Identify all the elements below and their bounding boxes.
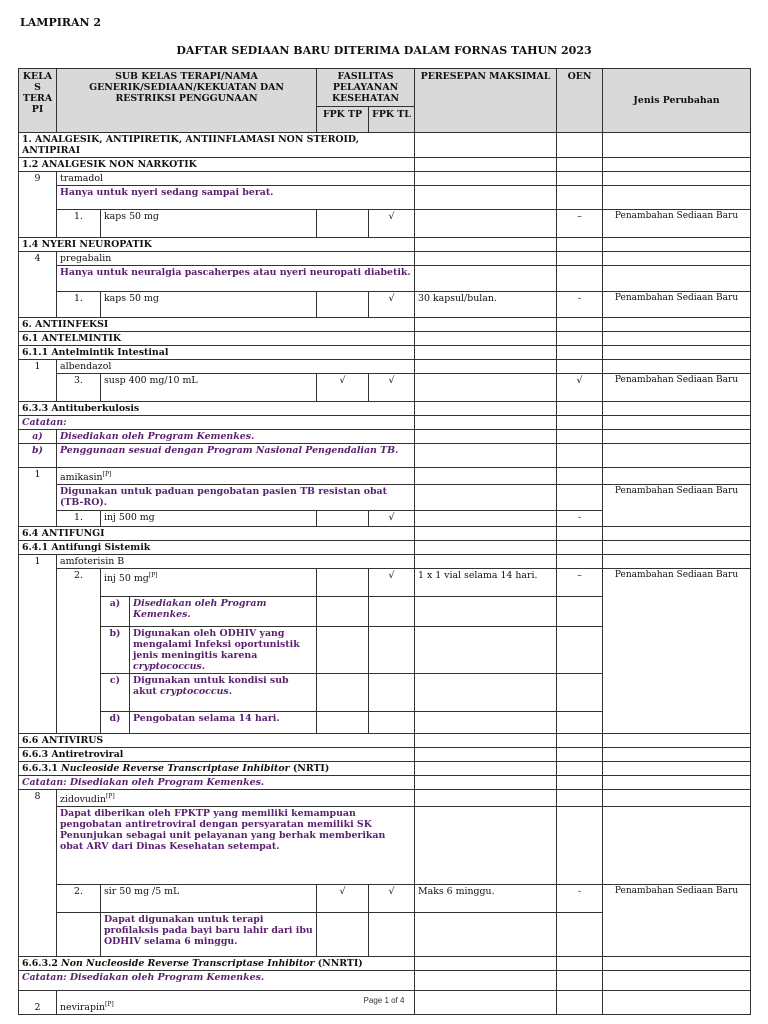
- sediaan-text: [101, 569, 317, 597]
- drug-name: tramadol: [57, 172, 415, 186]
- page-number: Page 1 of 4: [363, 996, 405, 1005]
- prescription-sup: [P]: [102, 471, 112, 478]
- note-text: Disediakan oleh Program Kemenkes.: [57, 430, 415, 444]
- note-text: Disediakan oleh Program Kemenkes.: [130, 597, 317, 627]
- lampiran-label: LAMPIRAN 2: [20, 16, 102, 29]
- section-nrti: 6.6.3.1 Nucleoside Reverse Transcriptase Inhibitor (NRTI): [19, 762, 415, 776]
- sediaan-text: kaps 50 mg: [101, 292, 317, 318]
- oen-mark: -: [557, 511, 603, 527]
- fpktl-check: √: [369, 210, 415, 238]
- note-letter: a): [101, 597, 130, 627]
- catatan-label: Catatan:: [19, 416, 415, 430]
- drug-name: [57, 468, 415, 485]
- kelas-number: 1: [19, 360, 57, 402]
- header-peresepan: PERESEPAN MAKSIMAL: [415, 69, 557, 133]
- drug-name-text: zidovudin: [60, 794, 106, 806]
- oen-check: √: [557, 374, 603, 402]
- section-antituberkulosis: 6.3.3 Antituberkulosis: [19, 402, 415, 416]
- section-antelmintik-intestinal: 6.1.1 Antelmintik Intestinal: [19, 346, 415, 360]
- note-letter: b): [101, 627, 130, 674]
- kelas-number: 1: [19, 468, 57, 527]
- note-text: Penggunaan sesuai dengan Program Nasional Pengendalian TB.: [57, 444, 415, 468]
- header-subkelas: SUB KELAS TERAPI/NAMA GENERIK/SEDIAAN/KEKUATAN DAN RESTRIKSI PENGGUNAAN: [57, 69, 317, 133]
- fpktl-check: √: [369, 569, 415, 597]
- fpktl-check: √: [369, 511, 415, 527]
- oen-mark: –: [557, 210, 603, 238]
- header-fasilitas: FASILITAS PELAYANAN KESEHATAN: [317, 69, 415, 107]
- section-nyeri-neuropatik: 1.4 NYERI NEUROPATIK: [19, 238, 415, 252]
- section-analgesik-non-narkotik: 1.2 ANALGESIK NON NARKOTIK: [19, 158, 415, 172]
- section-antelmintik: 6.1 ANTELMINTIK: [19, 332, 415, 346]
- jenis-perubahan: Penambahan Sediaan Baru: [603, 210, 751, 238]
- oen-mark: -: [557, 885, 603, 913]
- jenis-perubahan: Penambahan Sediaan Baru: [603, 485, 751, 527]
- note-letter: c): [101, 674, 130, 712]
- jenis-perubahan: Penambahan Sediaan Baru: [603, 885, 751, 957]
- peresepan-maksimal: 1 x 1 vial selama 14 hari.: [415, 569, 557, 597]
- note-letter: d): [101, 712, 130, 734]
- kelas-number: 1: [19, 555, 57, 734]
- section-antifungi: 6.4 ANTIFUNGI: [19, 527, 415, 541]
- restriction-text: Hanya untuk neuralgia pascaherpes atau nyeri neuropati diabetik.: [57, 266, 415, 292]
- section-antivirus: 6.6 ANTIVIRUS: [19, 734, 415, 748]
- drug-name-text: amikasin: [60, 472, 103, 484]
- jenis-perubahan: Penambahan Sediaan Baru: [603, 374, 751, 402]
- restriction-text: Digunakan untuk paduan pengobatan pasien TB resistan obat (TB-RO).: [57, 485, 415, 511]
- kelas-number: 2: [19, 991, 57, 1015]
- note-text: Digunakan oleh ODHIV yang mengalami Infeksi oportunistik jenis meningitis karena cryptococcus.: [130, 627, 317, 674]
- document-title: DAFTAR SEDIAAN BARU DITERIMA DALAM FORNAS TAHUN 2023: [176, 44, 592, 57]
- header-oen: OEN: [557, 69, 603, 133]
- peresepan-maksimal: Maks 6 minggu.: [415, 885, 557, 913]
- sediaan-number: 3.: [57, 374, 101, 402]
- drug-name: amfoterisin B: [57, 555, 415, 569]
- section-antiinfeksi: 6. ANTIINFEKSI: [19, 318, 415, 332]
- sediaan-number: 2.: [57, 569, 101, 734]
- sediaan-text: susp 400 mg/10 mL: [101, 374, 317, 402]
- note-letter: b): [19, 444, 57, 468]
- drug-name-text: nevirapin: [60, 1002, 105, 1014]
- header-kelas: KELA S TERA PI: [19, 69, 57, 133]
- section-antiretroviral: 6.6.3 Antiretroviral: [19, 748, 415, 762]
- fornas-table: [18, 68, 751, 1015]
- oen-mark: –: [557, 569, 603, 597]
- kelas-number: 8: [19, 790, 57, 957]
- sediaan-text: kaps 50 mg: [101, 210, 317, 238]
- catatan-text: Catatan: Disediakan oleh Program Kemenkes.: [19, 776, 415, 790]
- fpktp-check: √: [317, 374, 369, 402]
- peresepan-maksimal: 30 kapsul/bulan.: [415, 292, 557, 318]
- section-nnrti: 6.6.3.2 Non Nucleoside Reverse Transcriptase Inhibitor (NNRTI): [19, 957, 415, 971]
- restriction-text: Hanya untuk nyeri sedang sampai berat.: [57, 186, 415, 210]
- header-fpktp: FPK TP: [317, 107, 369, 133]
- note-text: Digunakan untuk kondisi sub akut cryptococcus.: [130, 674, 317, 712]
- restriction-text: Dapat diberikan oleh FPKTP yang memiliki kemampuan pengobatan antiretroviral dengan persyaratan memiliki SK Penunjukan sebagai unit pelayanan yang berhak memberikan obat ARV dari Dinas Kesehatan setempat.: [57, 807, 415, 885]
- fpktl-check: √: [369, 292, 415, 318]
- sediaan-text: sir 50 mg /5 mL: [101, 885, 317, 913]
- section-analgesik: 1. ANALGESIK, ANTIPIRETIK, ANTIINFLAMASI NON STEROID, ANTIPIRAI: [19, 133, 415, 158]
- sediaan-number: 1.: [57, 511, 101, 527]
- restriction-text: Dapat digunakan untuk terapi profilaksis pada bayi baru lahir dari ibu ODHIV selama 6 minggu.: [101, 913, 317, 957]
- sediaan-text: inj 500 mg: [101, 511, 317, 527]
- fpktp-check: √: [317, 885, 369, 913]
- prescription-sup: [P]: [148, 572, 158, 580]
- kelas-number: 4: [19, 252, 57, 318]
- sediaan-number: 2.: [57, 885, 101, 913]
- jenis-perubahan: Penambahan Sediaan Baru: [603, 292, 751, 318]
- prescription-sup: [P]: [105, 1001, 114, 1009]
- jenis-perubahan: Penambahan Sediaan Baru: [603, 569, 751, 734]
- drug-name: [57, 790, 415, 807]
- header-fpktl: FPK TL: [369, 107, 415, 133]
- drug-name: pregabalin: [57, 252, 415, 266]
- sediaan-number: 1.: [57, 292, 101, 318]
- fpktl-check: √: [369, 374, 415, 402]
- note-text: Pengobatan selama 14 hari.: [130, 712, 317, 734]
- note-letter: a): [19, 430, 57, 444]
- catatan-text: Catatan: Disediakan oleh Program Kemenkes.: [19, 971, 415, 991]
- fpktl-check: √: [369, 885, 415, 913]
- sediaan-text-value: inj 50 mg: [104, 573, 149, 585]
- prescription-sup: [P]: [105, 793, 115, 801]
- oen-mark: -: [557, 292, 603, 318]
- sediaan-number: 1.: [57, 210, 101, 238]
- section-antifungi-sistemik: 6.4.1 Antifungi Sistemik: [19, 541, 415, 555]
- kelas-number: 9: [19, 172, 57, 238]
- drug-name: albendazol: [57, 360, 415, 374]
- header-jenis: Jenis Perubahan: [603, 69, 751, 133]
